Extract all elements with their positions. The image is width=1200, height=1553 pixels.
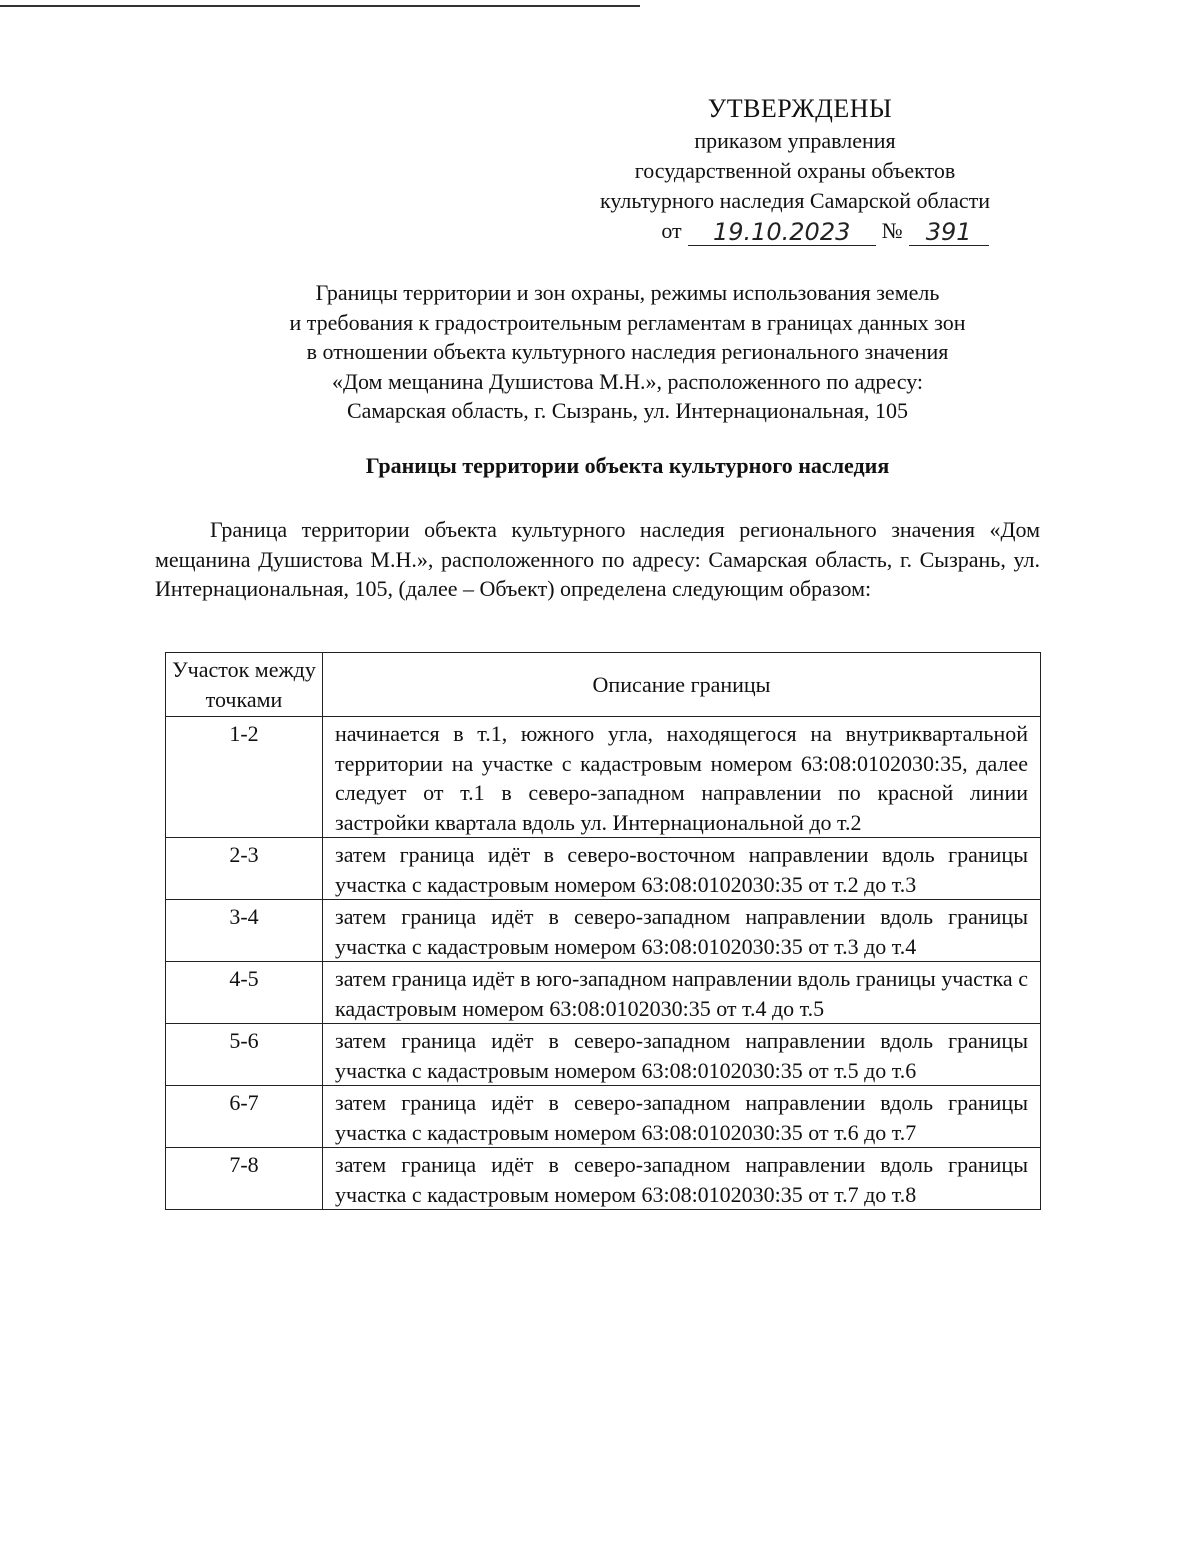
description-cell: начинается в т.1, южного угла, находящегося на внутриквартальной территории на участке с кадастровым номером 63:08:0102030:35, далее следует от т.1 в северо-западном направлении по красной линии застройки квартала вдоль ул. Интернациональной до т.2: [323, 717, 1041, 838]
handwritten-number: 391: [909, 219, 989, 246]
approval-line-3: культурного наследия Самарской области: [599, 188, 991, 213]
document-title: [200, 278, 1055, 426]
boundary-table: [165, 652, 1041, 1210]
description-cell: затем граница идёт в северо-западном направлении вдоль границы участка с кадастровым номером 63:08:0102030:35 от т.6 до т.7: [323, 1086, 1041, 1148]
table-row: [166, 838, 1041, 900]
table-row: [166, 1024, 1041, 1086]
segment-cell: 6-7: [166, 1086, 323, 1148]
title-line: «Дом мещанина Душистова М.Н.», расположенного по адресу:: [331, 368, 924, 394]
title-line: Самарская область, г. Сызрань, ул. Интернациональная, 105: [346, 398, 909, 423]
approval-line-2: государственной охраны объектов: [634, 158, 956, 183]
segment-cell: 1-2: [166, 717, 323, 838]
segment-cell: 5-6: [166, 1024, 323, 1086]
header-description: Описание границы: [323, 653, 1041, 717]
description-cell: затем граница идёт в северо-западном направлении вдоль границы участка с кадастровым номером 63:08:0102030:35 от т.3 до т.4: [323, 900, 1041, 962]
title-line: Границы территории и зон охраны, режимы использования земель: [315, 280, 940, 305]
date-prefix: от: [661, 218, 682, 243]
title-line: в отношении объекта культурного наследия регионального значения: [306, 339, 949, 364]
number-sign: №: [881, 218, 903, 243]
table-row: [166, 1086, 1041, 1148]
approval-heading: УТВЕРЖДЕНЫ: [707, 94, 893, 123]
title-line: и требования к градостроительным регламентам в границах данных зон: [289, 309, 966, 335]
table-row: [166, 717, 1041, 838]
description-cell: затем граница идёт в юго-западном направлении вдоль границы участка с кадастровым номером 63:08:0102030:35 от т.4 до т.5: [323, 962, 1041, 1024]
order-date-number: [605, 216, 1045, 246]
segment-cell: 4-5: [166, 962, 323, 1024]
description-cell: затем граница идёт в северо-западном направлении вдоль границы участка с кадастровым номером 63:08:0102030:35 от т.7 до т.8: [323, 1148, 1041, 1210]
table-row: [166, 900, 1041, 962]
segment-cell: 7-8: [166, 1148, 323, 1210]
table-row: [166, 1148, 1041, 1210]
table-row: [166, 962, 1041, 1024]
table-header-row: [166, 653, 1041, 717]
segment-cell: 3-4: [166, 900, 323, 962]
segment-cell: 2-3: [166, 838, 323, 900]
approval-line-1: приказом управления: [694, 128, 896, 153]
section-title: Границы территории объекта культурного наследия: [365, 453, 890, 478]
approval-block: [545, 92, 1045, 246]
header-segment: Участок между точками: [166, 653, 323, 717]
intro-paragraph: Граница территории объекта культурного наследия регионального значения «Дом мещанина Душистова М.Н.», расположенного по адресу: Самарская область, г. Сызрань, ул. Интернациональная, 105, (далее – Объект) определена следующим образом:: [155, 517, 1040, 601]
scan-edge-line: [0, 5, 640, 7]
handwritten-date: 19.10.2023: [688, 219, 876, 246]
description-cell: затем граница идёт в северо-восточном направлении вдоль границы участка с кадастровым номером 63:08:0102030:35 от т.2 до т.3: [323, 838, 1041, 900]
description-cell: затем граница идёт в северо-западном направлении вдоль границы участка с кадастровым номером 63:08:0102030:35 от т.5 до т.6: [323, 1024, 1041, 1086]
